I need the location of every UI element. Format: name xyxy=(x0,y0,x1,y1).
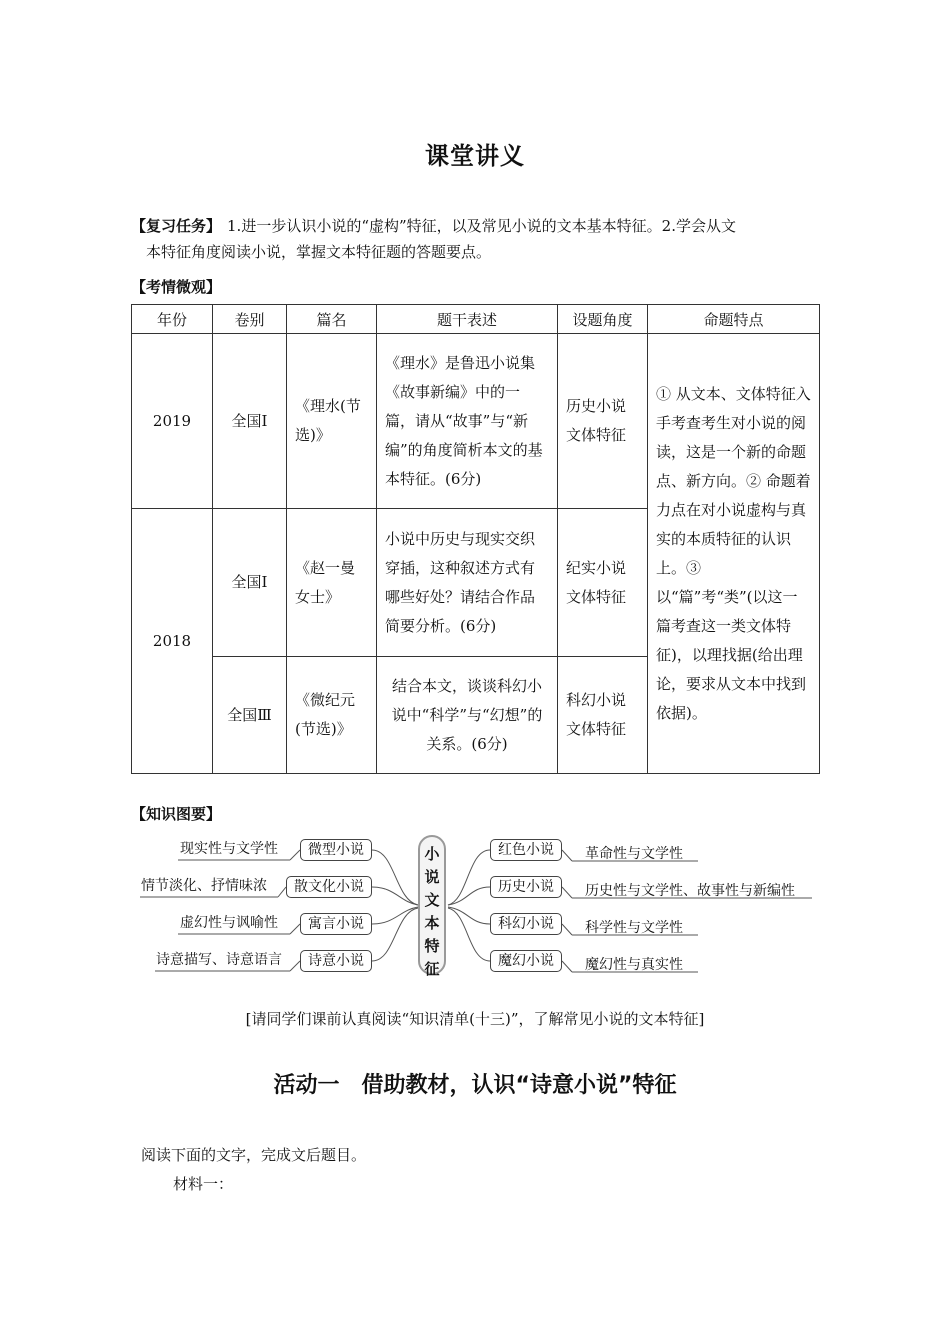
mindmap-trait: 革命性与文学性 xyxy=(585,846,683,862)
cell-year: 2018 xyxy=(132,509,213,774)
review-task xyxy=(131,213,821,265)
table-header-row xyxy=(132,305,820,334)
header-question: 题干表述 xyxy=(377,305,558,334)
mindmap-trait: 科学性与文学性 xyxy=(585,920,683,936)
mindmap-node: 散文化小说 xyxy=(286,876,372,898)
mindmap-node: 寓言小说 xyxy=(300,913,372,935)
cell-question: 小说中历史与现实交织穿插，这种叙述方式有哪些好处？请结合作品简要分析。(6分) xyxy=(377,509,558,657)
page-title: 课堂讲义 xyxy=(425,142,525,170)
activity-title: 活动一 借助教材，认识“诗意小说”特征 xyxy=(273,1073,677,1098)
cell-angle: 科幻小说文体特征 xyxy=(558,657,648,774)
mindmap-node: 微型小说 xyxy=(300,839,372,861)
cell-title: 《赵一曼女士》 xyxy=(287,509,377,657)
review-line-1: 1.进一步认识小说的“虚构”特征，以及常见小说的文本基本特征。2.学会从文 xyxy=(227,217,736,235)
mindmap-trait: 情节淡化、抒情味浓 xyxy=(141,878,267,894)
header-title: 篇名 xyxy=(287,305,377,334)
mindmap-trait: 历史性与文学性、故事性与新编性 xyxy=(585,883,795,899)
header-angle: 设题角度 xyxy=(558,305,648,334)
cell-paper: 全国Ⅰ xyxy=(213,509,287,657)
exam-table xyxy=(131,304,820,774)
cell-angle: 纪实小说文体特征 xyxy=(558,509,648,657)
cell-title: 《微纪元(节选)》 xyxy=(287,657,377,774)
mindmap-connectors xyxy=(0,830,950,980)
mindmap-center-label: 小说文本特征 xyxy=(424,845,440,978)
mindmap-center xyxy=(418,835,446,978)
cell-angle: 历史小说文体特征 xyxy=(558,334,648,509)
cell-year: 2019 xyxy=(132,334,213,509)
header-features: 命题特点 xyxy=(648,305,820,334)
cell-features: ① 从文本、文体特征入手考查考生对小说的阅读，这是一个新的命题点、新方向。② 命题着力点在对小说虚构与真实的本质特征的认识上。③ 以“篇”考“类”(以这一篇考查这一类文体特征)，以理找据(给出理论，要求从文本中找到依据)。 xyxy=(648,334,820,774)
mindmap-label: 【知识图要】 xyxy=(131,805,222,823)
table-row xyxy=(132,334,820,509)
mindmap-node: 历史小说 xyxy=(490,876,562,898)
cell-question: 《理水》是鲁迅小说集《故事新编》中的一篇，请从“故事”与“新编”的角度简析本文的基本特征。(6分) xyxy=(377,334,558,509)
cell-paper: 全国Ⅰ xyxy=(213,334,287,509)
review-label: 【复习任务】 xyxy=(131,217,222,235)
mindmap-node: 红色小说 xyxy=(490,839,562,861)
mindmap-node: 科幻小说 xyxy=(490,913,562,935)
mindmap-trait: 虚幻性与讽喻性 xyxy=(180,915,278,931)
activity-instruction: 阅读下面的文字，完成文后题目。 xyxy=(141,1146,367,1164)
cell-question: 结合本文，谈谈科幻小说中“科学”与“幻想”的关系。(6分) xyxy=(377,657,558,774)
mindmap-node: 诗意小说 xyxy=(300,950,372,972)
cell-paper: 全国Ⅲ xyxy=(213,657,287,774)
mindmap-trait: 现实性与文学性 xyxy=(180,841,278,857)
mindmap-trait: 魔幻性与真实性 xyxy=(585,957,683,973)
mindmap-node: 魔幻小说 xyxy=(490,950,562,972)
review-line-2: 本特征角度阅读小说，掌握文本特征题的答题要点。 xyxy=(146,243,492,261)
cell-title: 《理水(节选)》 xyxy=(287,334,377,509)
exam-label: 【考情微观】 xyxy=(131,278,222,296)
mindmap-trait: 诗意描写、诗意语言 xyxy=(156,952,282,968)
header-paper: 卷别 xyxy=(213,305,287,334)
material-label: 材料一： xyxy=(173,1175,234,1193)
mindmap-note: [请同学们课前认真阅读“知识清单(十三)”，了解常见小说的文本特征] xyxy=(245,1010,705,1028)
header-year: 年份 xyxy=(132,305,213,334)
